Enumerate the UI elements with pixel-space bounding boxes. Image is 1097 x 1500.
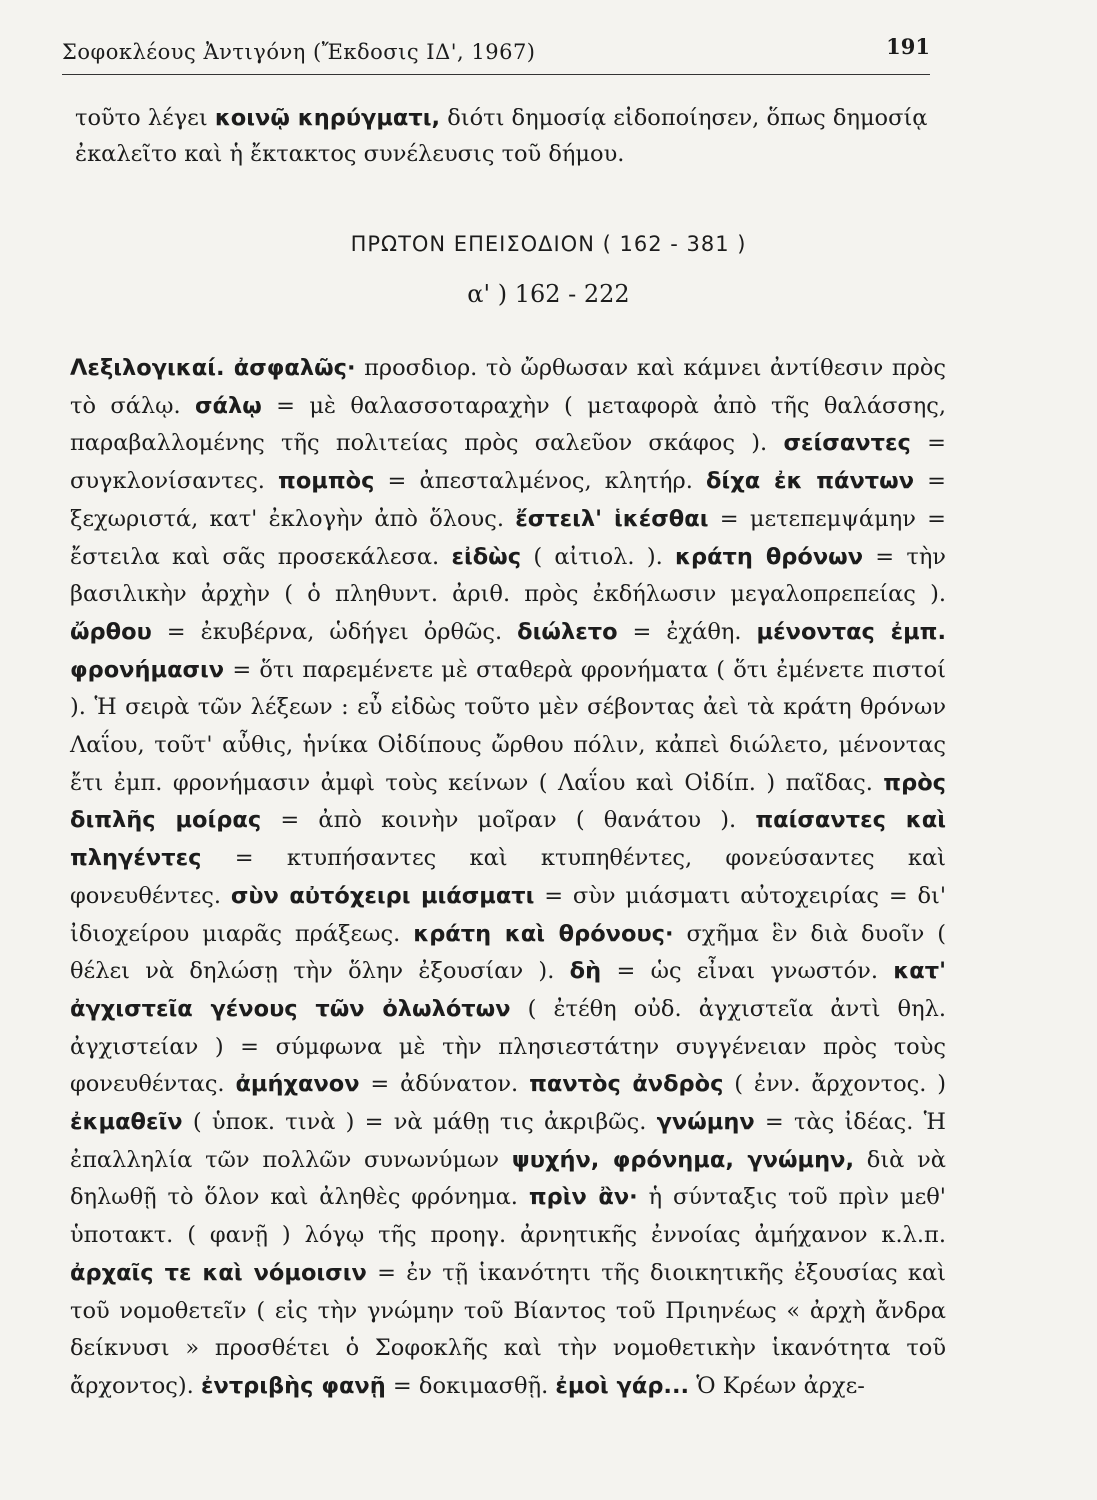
gloss: = ἐχάθη. [617, 618, 757, 645]
intro-paragraph [75, 100, 945, 172]
gloss: = δοκιμασθῇ. [385, 1372, 556, 1399]
lemma: γνώμην [656, 1109, 755, 1136]
gloss: = ἀπὸ κοινὴν μοῖραν ( θανάτου ). [261, 807, 756, 834]
lemma: διώλετο [517, 618, 618, 645]
lemma: σάλῳ [195, 392, 262, 419]
gloss: = ὅτι παρεμένετε μὲ σταθερὰ φρονήματα ( ὅτι ἐμένετε πιστοί ). Ἡ σειρὰ τῶν λέξεων : εὖ εἰδὼς τοῦτο μὲν σέβοντας ἀεὶ τὰ κράτη θρόνων Λαΐου, τοῦτ' αὖθις, ἡνίκα Οἰδίπους ὤρθου πόλιν, κἀπεὶ διώλετο, μένοντας ἔτι ἐμπ. φρονήμασιν ἀμφὶ τοὺς κείνων ( Λαΐου καὶ Οἰδίπ. ) παῖδας. [70, 656, 946, 796]
lemma: κατ' ἀγχιστεῖα γένους τῶν ὀλωλότων [70, 958, 946, 1022]
lemma: ψυχήν, φρόνημα, γνώμην, [511, 1146, 854, 1173]
gloss: = μετεπεμψάμην = ἔστειλα καὶ σᾶς προσεκάλεσα. [70, 505, 947, 570]
running-title: Σοφοκλέους Ἀντιγόνη (Ἔκδοσις ΙΔ', 1967) [62, 40, 536, 64]
gloss: = κτυπήσαντες καὶ κτυπηθέντες, φονεύσαντες καὶ φονευθέντες. [70, 845, 946, 909]
lemma: ἐμοὶ γάρ... [555, 1372, 690, 1399]
gloss: διὰ νὰ δηλωθῇ τὸ ὅλον καὶ ἀληθὲς φρόνημα. [70, 1146, 946, 1211]
gloss: = ἀπεσταλμένος, κλητήρ. [374, 468, 706, 495]
gloss: ἡ σύνταξις τοῦ πρὶν μεθ' ὑποτακτ. ( φανῇ ) λόγῳ τῆς προηγ. ἀρνητικῆς ἐννοίας ἀμήχανον κ.λ.π. [70, 1184, 946, 1249]
gloss: = ξεχωριστά, κατ' ἐκλογὴν ἀπὸ ὅλους. [70, 468, 947, 532]
lemma: πομπὸς [278, 468, 375, 495]
lemma: ἀμήχανον [235, 1071, 360, 1098]
gloss: = ὡς εἶναι γνωστόν. [601, 958, 894, 985]
lemma: δίχα ἐκ πάντων [705, 468, 915, 495]
commentary-body [70, 350, 946, 1406]
gloss: σχῆμα ἓν διὰ δυοῖν ( θέλει νὰ δηλώσῃ τὴν ὅλην ἐξουσίαν ). [70, 920, 946, 985]
gloss: ( ἐνν. ἄρχοντος. ) [723, 1071, 946, 1098]
gloss: προσδιορ. τὸ ὤρθωσαν καὶ κάμνει ἀντίθεσιν πρὸς τὸ σάλῳ. [70, 355, 946, 419]
lemma: ἐκμαθεῖν [70, 1109, 183, 1136]
lemma: κράτη θρόνων [674, 543, 864, 570]
lemma: κράτη καὶ θρόνους· [413, 920, 674, 947]
lemma: δὴ [569, 958, 602, 985]
lemma: σὺν αὐτόχειρι μιάσματι [230, 882, 535, 909]
gloss: = συγκλονίσαντες. [70, 430, 946, 495]
gloss: = σὺν μιάσματι αὐτοχειρίας = δι' ἰδιοχείρου μιαρᾶς πράξεως. [70, 882, 947, 947]
lemma: παντὸς ἀνδρὸς [529, 1071, 724, 1098]
lemma: ὤρθου [70, 618, 152, 645]
section-title: ΠΡΩΤΟΝ ΕΠΕΙΣΟΔΙΟΝ ( 162 - 381 ) [350, 232, 747, 256]
gloss: = τὰς ἰδέας. Ἡ ἐπαλληλία τῶν πολλῶν συνωνύμων [70, 1109, 946, 1173]
page-number: 191 [886, 34, 930, 59]
subsection-title: α' ) 162 - 222 [467, 280, 630, 308]
gloss: = ἐν τῇ ἱκανότητι τῆς διοικητικῆς ἐξουσίας καὶ τοῦ νομοθετεῖν ( εἰς τὴν γνώμην τοῦ Βίαντος τοῦ Πριηνέως « ἀρχὴ ἄνδρα δείκνυσι » προσθέτει ὁ Σοφοκλῆς καὶ τὴν νομοθετικὴν ἱκανότητα τοῦ ἄρχοντος). [70, 1259, 947, 1399]
gloss: = ἀδύνατον. [359, 1071, 530, 1098]
lemma: ἔστειλ' ἱκέσθαι [515, 505, 709, 532]
lemma: πρὶν ἂν· [528, 1184, 638, 1211]
gloss: = τὴν βασιλικὴν ἀρχὴν ( ὁ πληθυντ. ἀριθ. πρὸς ἐκδήλωσιν μεγαλοπρεπείας ). [70, 543, 946, 608]
gloss: ( ὑποκ. τινὰ ) = νὰ μάθῃ τις ἀκριβῶς. [182, 1109, 657, 1136]
intro-lemma: κοινῷ κηρύγματι, [214, 105, 441, 131]
gloss: = μὲ θαλασσοταραχὴν ( μεταφορὰ ἀπὸ τῆς θαλάσσης, παραβαλλομένης τῆς πολιτείας πρὸς σαλεῦον σκάφος ). [70, 392, 946, 457]
gloss: ( ἐτέθη οὐδ. ἀγχιστεῖα ἀντὶ θηλ. ἀγχιστείαν ) = σύμφωνα μὲ τὴν πλησιεστάτην συγγένειαν πρὸς τοὺς φονευθέντας. [70, 995, 946, 1098]
lemma: ἐντριβὴς φανῇ [200, 1372, 386, 1399]
running-head [62, 34, 930, 75]
gloss: Ὁ Κρέων ἀρχε- [689, 1372, 865, 1399]
gloss: ( αἰτιολ. ). [521, 543, 675, 570]
lemma: μένοντας ἐμπ. φρονήμασιν [70, 618, 946, 683]
lemma: πρὸς διπλῆς μοίρας [70, 769, 946, 834]
intro-text: διότι δημοσίᾳ εἰδοποίησεν, ὅπως δημοσίᾳ ἐκαλεῖτο καὶ ἡ ἔκτακτος συνέλευσις τοῦ δήμου. [75, 105, 928, 167]
lemma: Λεξιλογικαί. ἀσφαλῶς· [70, 355, 356, 381]
intro-text: τοῦτο λέγει [75, 105, 215, 131]
lemma: ἀρχαῖς τε καὶ νόμοισιν [70, 1259, 367, 1286]
lemma: εἰδὼς [451, 543, 522, 570]
lemma: παίσαντες καὶ πληγέντες [70, 807, 946, 872]
lemma: σείσαντες [783, 430, 911, 457]
gloss: = ἐκυβέρνα, ὡδήγει ὀρθῶς. [151, 618, 518, 645]
